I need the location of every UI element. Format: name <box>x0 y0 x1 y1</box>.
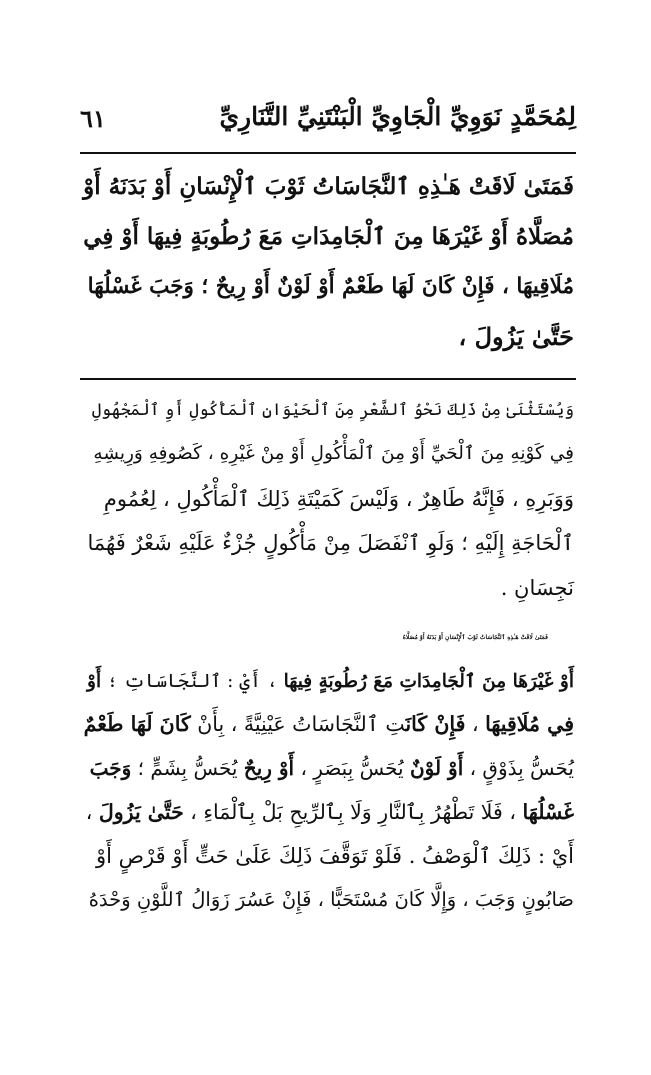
commentary-line <box>82 835 574 879</box>
matn-line: فَمَتَىٰ لَاقَتْ هَـٰذِهِ ٱلنَّجَاسَاتُ ثَوْبَ ٱلْإِنْسَانِ أَوْ بَدَنَهُ أَوْ <box>83 173 574 200</box>
sharh-line: وَوَبَرِهِ ، فَإِنَّهُ طَاهِرٌ ، وَلَيْسَ كَمَيْتَةِ ذَلِكَ ٱلْمَأْكُولِ ، لِعُمُومِ <box>103 486 574 511</box>
page-number: ٦١ <box>80 104 106 133</box>
commentary-segment: أَيْ : ذَلِكَ ٱلْوَصْفُ . فَلَوْ تَوَقَّفَ ذَلِكَ عَلَىٰ حَتٍّ أَوْ قَرْصٍ أَوْ <box>95 843 574 868</box>
sharh-line: ٱلْحَاجَةِ إِلَيْهِ ؛ وَلَوِ ٱنْفَصَلَ مِنْ مَأْكُولٍ جُزْءٌ عَلَيْهِ شَعْرٌ فَهُمَا <box>87 531 574 556</box>
sharh-line: وَيُسْتَثْنَىٰ مِنْ ذَلِكَ نَحْوُ ٱلشَّعْرِ مِنَ ٱلْحَيْوَانِ ٱلْمَأْكُولِ أَوِ ٱلْمَجْهُولِ <box>91 400 574 419</box>
matn-quote-segment: فَإِنْ كَانَ <box>405 712 466 737</box>
commentary-segment: يُحَسُّ بِبَصَرٍ ، <box>294 756 410 781</box>
matn-quote-segment: أَوْ لَوْنٌ <box>409 756 464 781</box>
commentary-segment: ، أَيْ : ٱلنَّجَاسَاتِ ؛ <box>101 670 284 692</box>
matn-quote-segment: أَوْ رِيحٌ <box>243 756 295 781</box>
matn-quote-segment: حَتَّىٰ يَزُولَ <box>98 799 184 824</box>
sharh-line: فِي كَوْنِهِ مِنَ ٱلْحَيِّ أَوْ مِنَ ٱلْمَأْكُولِ أَوْ مِنْ غَيْرِهِ ، كَصُوفِهِ وَرِيشِهِ <box>93 443 574 465</box>
sharh-commentary-block <box>82 616 574 922</box>
header-divider <box>80 152 576 154</box>
matn-quote-segment: فِي مُلَاقِيهَا <box>485 712 574 737</box>
commentary-segment: ، <box>465 712 486 737</box>
commentary-segment: ، فَلَا تَطْهُرُ بِٱلنَّارِ وَلَا بِٱلرِّيحِ بَلْ بِٱلْمَاءِ ، <box>183 799 523 824</box>
commentary-line <box>82 703 574 747</box>
matn-text-block <box>82 162 574 362</box>
sharh-text-block <box>82 388 574 610</box>
matn-sharh-divider <box>80 378 576 380</box>
header-title: لِمُحَمَّدٍ نَوَوِيِّ الْجَاوِيِّ الْبَنْتَنِيِّ التَّنَارِيِّ <box>219 102 576 131</box>
matn-quote-segment: أَوْ غَيْرَهَا مِنَ ٱلْجَامِدَاتِ مَعَ رُطُوبَةٍ فِيهَا <box>283 670 574 692</box>
commentary-segment: يُحَسُّ بِذَوْقٍ ، <box>463 756 574 781</box>
commentary-line <box>82 791 574 835</box>
commentary-segment: يُحَسُّ بِشَمٍّ ؛ <box>131 756 244 781</box>
matn-line: مُصَلَّاهُ أَوْ غَيْرَهَا مِنَ ٱلْجَامِدَاتِ مَعَ رُطُوبَةٍ فِيهَا أَوْ فِي <box>83 223 574 250</box>
matn-quote-segment: كَانَ لَهَا طَعْمٌ <box>83 712 191 737</box>
matn-line: حَتَّىٰ يَزُولَ ، <box>458 322 574 351</box>
sharh-line: نَجِسَانِ . <box>500 575 574 600</box>
commentary-segment: تِ ٱلنَّجَاسَاتُ عَيْنِيَّةً ، بِأَنْ <box>190 712 406 737</box>
commentary-line <box>82 660 574 704</box>
matn-quote-segment: غَسْلُهَا <box>522 799 574 824</box>
commentary-line <box>82 616 574 660</box>
matn-line: مُلَاقِيهَا ، فَإِنْ كَانَ لَهَا طَعْمٌ أَوْ لَوْنٌ أَوْ رِيحٌ ؛ وَجَبَ غَسْلُهَا <box>87 274 574 299</box>
matn-quote-segment: أَوْ <box>87 670 102 692</box>
commentary-segment: صَابُونٍ وَجَبَ ، وَإِلَّا كَانَ مُسْتَحَبًّا ، فَإِنْ عَسُرَ زَوَالُ ٱللَّوْنِ وَحْدَهُ <box>88 888 574 912</box>
matn-quote-segment: فَمَتَىٰ لَاقَتْ هَـٰذِهِ ٱلنَّجَاسَاتُ ثَوْبَ ٱلْإِنْسَانِ أَوْ بَدَنَهُ أَوْ مُصَلَّاهُ <box>402 634 548 641</box>
commentary-segment: ، <box>85 799 99 824</box>
commentary-line <box>82 878 574 922</box>
matn-quote-segment: وَجَبَ <box>89 756 132 781</box>
commentary-line <box>82 747 574 791</box>
running-header <box>80 100 576 146</box>
